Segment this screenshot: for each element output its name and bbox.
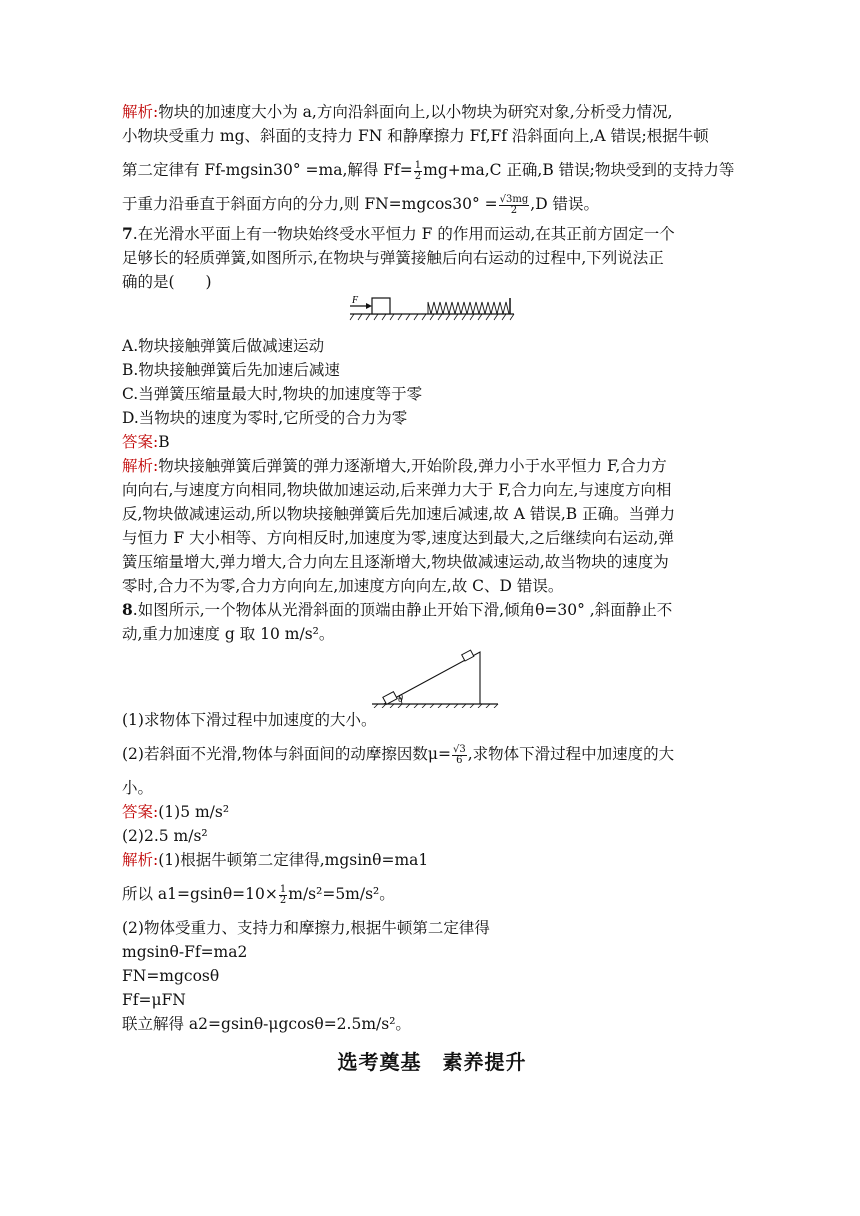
answer-label: 答案: (122, 803, 159, 821)
force-label: F (352, 295, 359, 306)
angle-label: θ (398, 694, 403, 705)
incline-diagram (122, 646, 742, 708)
sub-question-1: (1)求物体下滑过程中加速度的大小。 (122, 711, 377, 729)
analysis-label: 解析: (122, 457, 159, 475)
analysis-line: 联立解得 a2=gsinθ-μgcosθ=2.5m/s²。 (122, 1015, 411, 1033)
analysis-line: 与恒力 F 大小相等、方向相反时,加速度为零,速度达到最大,之后继续向右运动,弹 (122, 529, 674, 547)
analysis-line: (2)物体受重力、支持力和摩擦力,根据牛顿第二定律得 (122, 919, 490, 937)
spring-block-diagram (122, 294, 742, 334)
analysis-line: Ff=μFN (122, 991, 186, 1009)
fraction: $\frac{1}{2}$ (414, 159, 422, 182)
document-page (122, 100, 742, 1075)
question-7-line-3 (122, 270, 742, 294)
question-text: 动,重力加速度 g 取 10 m/s²。 (122, 625, 335, 643)
option-d: D.当物块的速度为零时,它所受的合力为零 (122, 409, 408, 427)
answer-value: (1)5 m/s² (158, 803, 230, 821)
spring-block-figure (122, 294, 742, 334)
option-a: A.物块接触弹簧后做减速运动 (122, 337, 325, 355)
top-block (462, 650, 474, 661)
analysis-line: FN=mgcosθ (122, 967, 220, 985)
fraction: $\frac{1}{2}$ (279, 883, 287, 906)
spring (428, 302, 510, 314)
analysis-text: 于重力沿垂直于斜面方向的分力,则 FN=mgcos30° = (122, 195, 498, 213)
question-8-line-2 (122, 622, 742, 646)
analysis-label: 解析: (122, 851, 159, 869)
analysis-text: 小物块受重力 mg、斜面的支持力 FN 和静摩擦力 Ff,Ff 沿斜面向上,A 错误;根据牛顿 (122, 127, 709, 145)
analysis-line: 解析:(1)根据牛顿第二定律得,mgsinθ=ma1 (122, 851, 429, 869)
analysis-line: 零时,合力不为零,合力方向向左,加速度方向向左,故 C、D 错误。 (122, 577, 564, 595)
analysis-text: 物块的加速度大小为 a,方向沿斜面向上,以小物块为研究对象,分析受力情况, (158, 103, 673, 121)
analysis-text: mg+ma,C 正确,B 错误;物块受到的支持力等 (423, 161, 735, 179)
question-text: 确的是( ) (122, 273, 212, 291)
answer-line (122, 800, 742, 824)
answer-line (122, 430, 742, 454)
answer-value: B (158, 433, 170, 451)
answer-label: 答案: (122, 433, 159, 451)
question-number: 7 (122, 224, 133, 243)
analysis-text: 第二定律有 Ff-mgsin30° =ma,解得 Ff= (122, 161, 413, 179)
question-text: .在光滑水平面上有一物块始终受水平恒力 F 的作用而运动,在其正前方固定一个 (132, 225, 675, 243)
analysis-text: ,D 错误。 (530, 195, 600, 213)
analysis-line: 反,物块做减速运动,所以物块接触弹簧后先加速后减速,故 A 错误,B 正确。当弹力 (122, 505, 676, 523)
analysis-label: 解析: (122, 103, 159, 121)
incline-figure (122, 646, 742, 708)
analysis-line-4 (122, 192, 742, 216)
analysis-line: 向向右,与速度方向相同,物块做加速运动,后来弹力大于 F,合力向左,与速度方向相 (122, 481, 672, 499)
analysis-line-1 (122, 100, 742, 124)
option-b: B.物块接触弹簧后先加速后减速 (122, 361, 340, 379)
question-7-line-2 (122, 246, 742, 270)
analysis-line: 簧压缩量增大,弹力增大,合力向左且逐渐增大,物块做减速运动,故当物块的速度为 (122, 553, 669, 571)
analysis-line: mgsinθ-Ff=ma2 (122, 943, 248, 961)
question-text: 足够长的轻质弹簧,如图所示,在物块与弹簧接触后向右运动的过程中,下列说法正 (122, 249, 664, 267)
bottom-block (383, 692, 397, 705)
analysis-line: 解析:物块接触弹簧后弹簧的弹力逐渐增大,开始阶段,弹力小于水平恒力 F,合力方 (122, 457, 667, 475)
question-7-line-1 (122, 222, 742, 246)
question-8-line-1 (122, 598, 742, 622)
answer-line-2: (2)2.5 m/s² (122, 827, 208, 845)
block (372, 298, 390, 314)
sub-question-2: (2)若斜面不光滑,物体与斜面间的动摩擦因数μ= $\frac{√3}{6}$ ,求物体下滑过程中加速度的大 (122, 743, 675, 766)
section-heading: 选考奠基 素养提升 (337, 1050, 527, 1074)
option-c: C.当弹簧压缩量最大时,物块的加速度等于零 (122, 385, 423, 403)
analysis-line-3 (122, 158, 742, 182)
analysis-line: 所以 a1=gsinθ=10× $\frac{1}{2}$ m/s²=5m/s²。 (122, 883, 395, 906)
fraction: $\frac{√3mg}{2}$ (499, 193, 529, 216)
question-number: 8 (122, 600, 133, 619)
question-text: .如图所示,一个物体从光滑斜面的顶端由静止开始下滑,倾角θ=30° ,斜面静止不 (132, 601, 673, 619)
sub-question-2-cont: 小。 (122, 779, 154, 797)
fraction: $\frac{√3}{6}$ (452, 743, 466, 766)
analysis-line-2 (122, 124, 742, 148)
